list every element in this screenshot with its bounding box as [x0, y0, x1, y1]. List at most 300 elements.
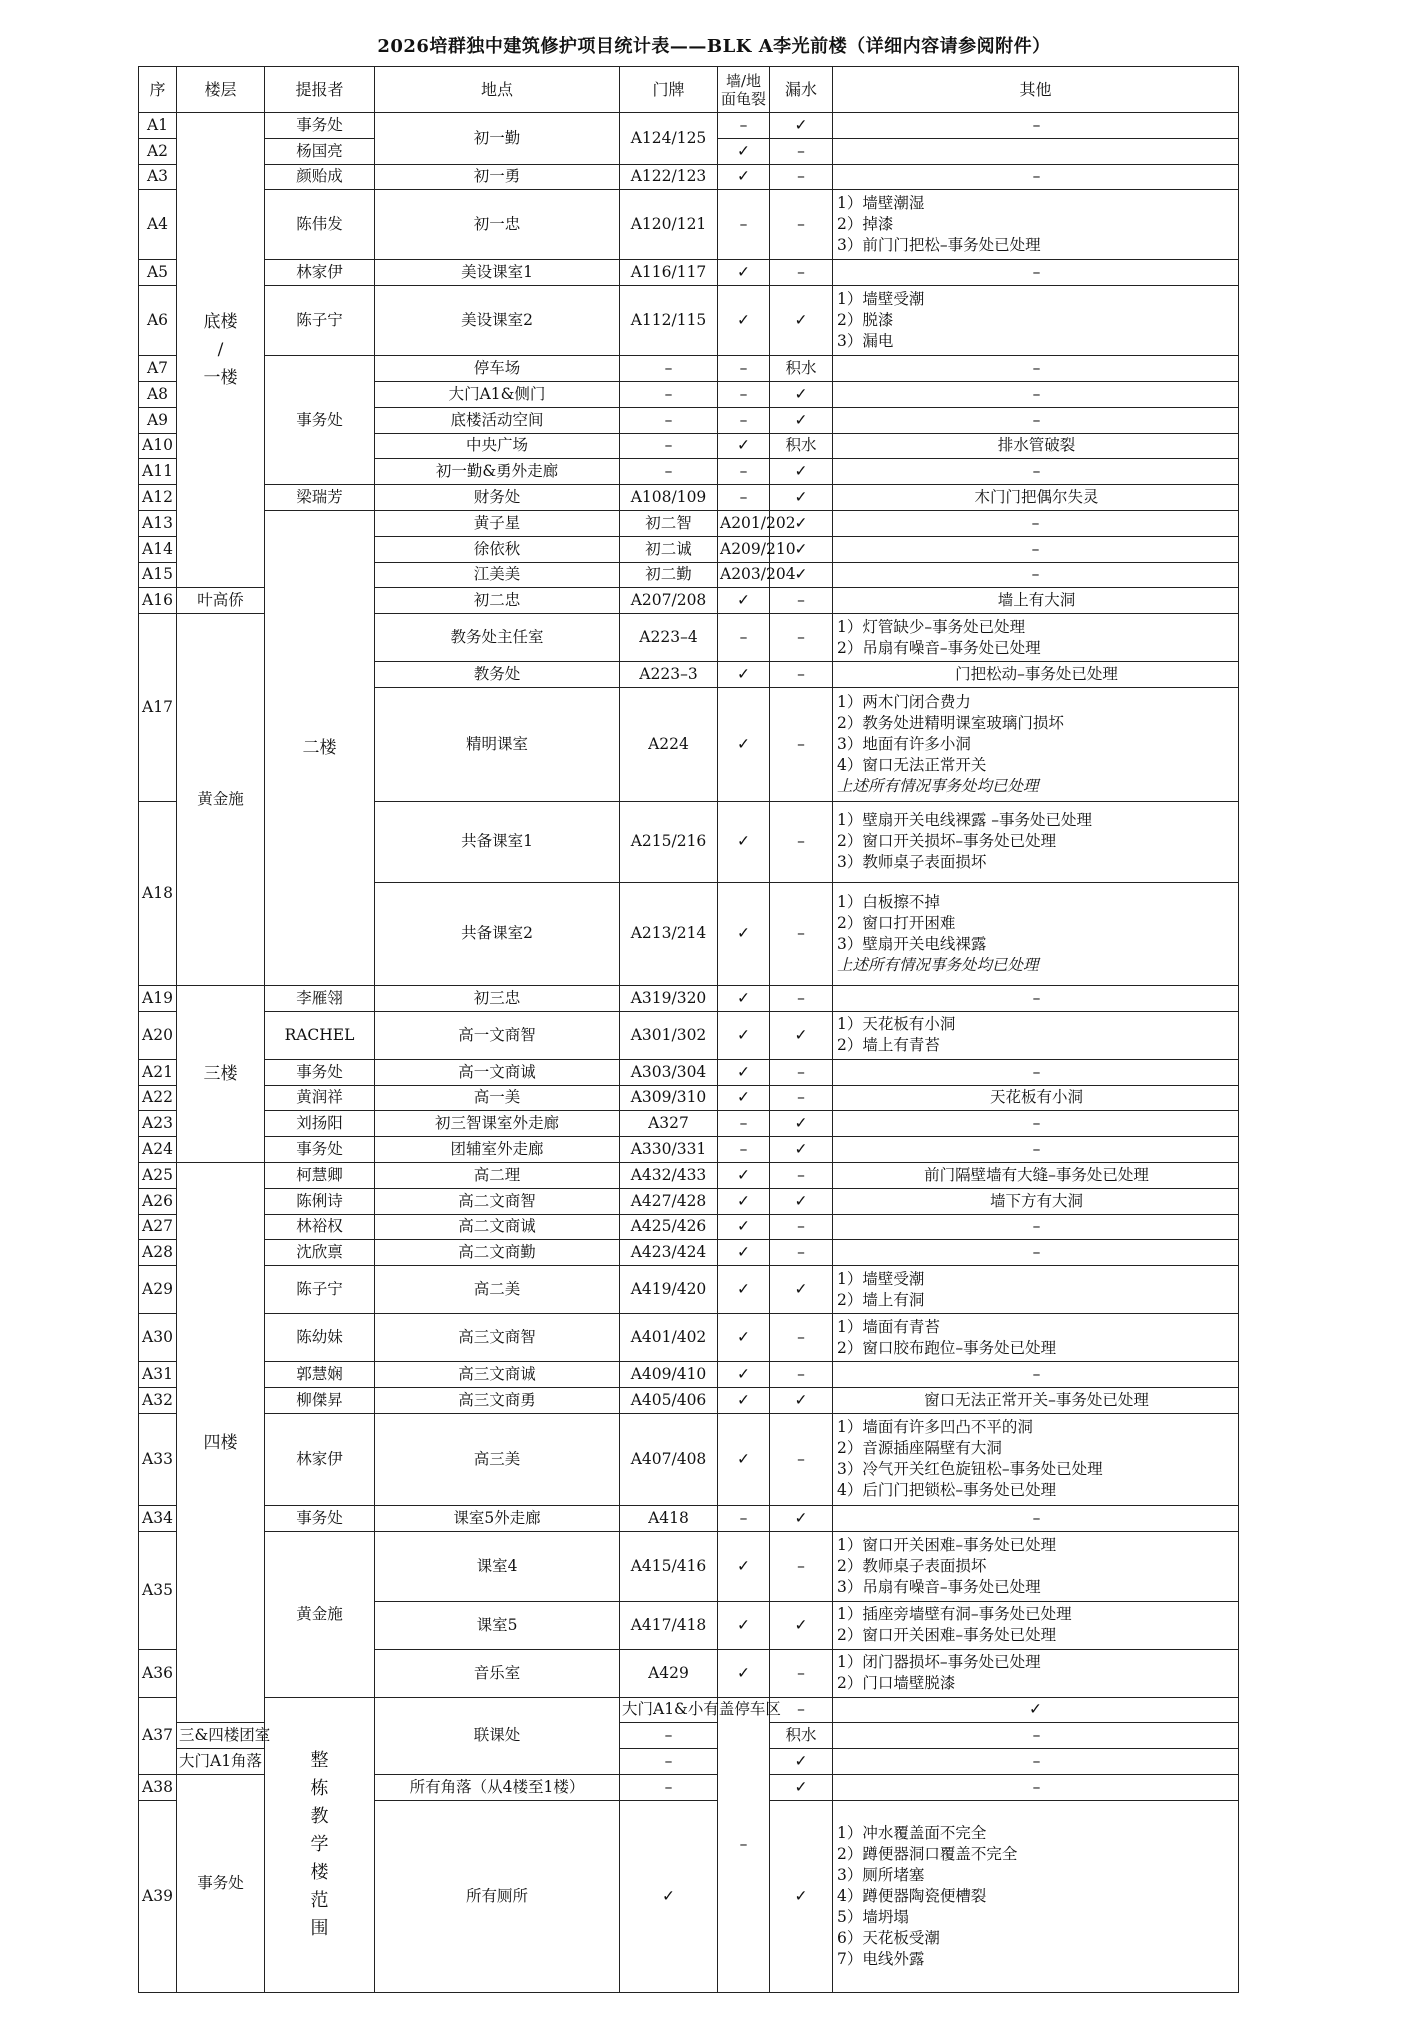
- reporter: 林裕权: [265, 1214, 375, 1240]
- note-line: 窗口无法正常开关–事务处已处理: [924, 1390, 1149, 1409]
- crack-mark: ✓: [718, 1266, 770, 1314]
- row-seq: A3: [139, 164, 177, 190]
- row-seq: A9: [139, 407, 177, 433]
- reporter: 事务处: [265, 356, 375, 485]
- crack-mark: ✓: [718, 1188, 770, 1214]
- door-number: –: [620, 459, 718, 485]
- note-line: 3）壁扇开关电线裸露: [837, 934, 987, 953]
- leak-mark: –: [833, 510, 1239, 536]
- location: 精明课室: [375, 687, 620, 801]
- note-line: –: [1032, 263, 1041, 282]
- note-line: 2）教务处进精明课室玻璃门损坏: [837, 713, 1064, 732]
- leak-mark: –: [770, 687, 833, 801]
- door-number: A213/214: [620, 882, 718, 985]
- reporter: 林家伊: [265, 260, 375, 286]
- note-line: 3）地面有许多小洞: [837, 734, 971, 753]
- crack-mark: –: [718, 1505, 770, 1531]
- crack-mark: ✓: [718, 1387, 770, 1413]
- other-notes: [833, 1214, 1239, 1240]
- location: 高一文商诚: [375, 1059, 620, 1085]
- other-notes: [833, 1059, 1239, 1085]
- reporter: 陈子宁: [265, 1266, 375, 1314]
- table-row: [139, 1059, 1239, 1085]
- note-line: 2）教师桌子表面损坏: [837, 1556, 987, 1575]
- note-line: –: [1032, 1140, 1041, 1159]
- row-seq: A29: [139, 1266, 177, 1314]
- row-seq: A5: [139, 260, 177, 286]
- location: 高三文商勇: [375, 1387, 620, 1413]
- door-number: A419/420: [620, 1266, 718, 1314]
- leak-mark: ✓: [770, 1137, 833, 1163]
- note-line: –: [1032, 1114, 1041, 1133]
- door-number: A405/406: [620, 1387, 718, 1413]
- crack-mark: –: [718, 614, 770, 662]
- door-number: –: [620, 356, 718, 382]
- crack-mark: –: [718, 356, 770, 382]
- door-number: A224: [620, 687, 718, 801]
- reporter: 刘扬阳: [265, 1111, 375, 1137]
- other-notes: [833, 381, 1239, 407]
- note-line: 2）墙上有青苔: [837, 1036, 940, 1055]
- reporter: 黄子星: [375, 510, 620, 536]
- header-reporter: 提报者: [265, 67, 375, 113]
- other-notes: [833, 662, 1239, 688]
- location: 教务处主任室: [375, 614, 620, 662]
- location: 高二文商勤: [375, 1240, 620, 1266]
- table-row: [139, 1188, 1239, 1214]
- note-line: 1）灯管缺少–事务处已处理: [837, 617, 1026, 636]
- note-line: 前门隔壁墙有大缝–事务处已处理: [924, 1165, 1149, 1184]
- other-notes: [833, 260, 1239, 286]
- row-seq: A30: [139, 1314, 177, 1362]
- table-row: [139, 1137, 1239, 1163]
- leak-mark: –: [770, 1413, 833, 1505]
- table-row: [139, 1413, 1239, 1505]
- other-notes: [833, 485, 1239, 511]
- row-seq: A38: [139, 1774, 177, 1800]
- row-seq: A10: [139, 433, 177, 459]
- crack-mark: ✓: [718, 687, 770, 801]
- floor-label: 底楼 / 一楼: [177, 113, 265, 588]
- note-line: 3）教师桌子表面损坏: [837, 853, 987, 872]
- door-number: A427/428: [620, 1188, 718, 1214]
- header-floor: 楼层: [177, 67, 265, 113]
- other-notes: [833, 1240, 1239, 1266]
- note-line: –: [1032, 1365, 1041, 1384]
- door-number: A223–3: [620, 662, 718, 688]
- door-number: –: [620, 407, 718, 433]
- other-notes: [833, 1413, 1239, 1505]
- location: 课室5外走廊: [375, 1505, 620, 1531]
- note-line: 1）壁扇开关电线裸露 –事务处已处理: [837, 811, 1093, 830]
- crack-mark: ✓: [718, 1601, 770, 1649]
- leak-mark: –: [770, 882, 833, 985]
- door-number: A417/418: [620, 1601, 718, 1649]
- note-line: 1）墙壁潮湿: [837, 194, 925, 213]
- leak-mark: –: [770, 662, 833, 688]
- other-notes: [833, 801, 1239, 882]
- crack-mark: ✓: [718, 1214, 770, 1240]
- leak-mark: –: [770, 164, 833, 190]
- note-line: –: [1032, 167, 1041, 186]
- row-seq: A25: [139, 1162, 177, 1188]
- table-row: [139, 1531, 1239, 1601]
- leak-mark: ✓: [770, 1387, 833, 1413]
- crack-mark: ✓: [718, 1085, 770, 1111]
- crack-mark: ✓: [718, 1240, 770, 1266]
- location: 音乐室: [375, 1649, 620, 1697]
- reporter: 陈子宁: [265, 286, 375, 356]
- door-number: –: [620, 381, 718, 407]
- leak-mark: –: [770, 138, 833, 164]
- note-line: 1）墙壁受潮: [837, 290, 925, 309]
- door-number: A401/402: [620, 1314, 718, 1362]
- crack-mark: –: [620, 1749, 718, 1775]
- crack-mark: –: [718, 485, 770, 511]
- leak-mark: –: [770, 588, 833, 614]
- note-line: 6）天花板受潮: [837, 1928, 940, 1947]
- note-line: 天花板有小洞: [989, 1088, 1083, 1107]
- door-number: A108/109: [620, 485, 718, 511]
- note-line: –: [1032, 359, 1041, 378]
- row-seq: A19: [139, 985, 177, 1011]
- row-seq: A39: [139, 1800, 177, 1992]
- location: 高二文商智: [375, 1188, 620, 1214]
- location: 财务处: [375, 485, 620, 511]
- note-line: 2）窗口开关困难–事务处已处理: [837, 1626, 1057, 1645]
- crack-mark: ✓: [718, 662, 770, 688]
- door-number: A319/320: [620, 985, 718, 1011]
- leak-mark: ✓: [770, 1601, 833, 1649]
- note-line: –: [1032, 988, 1041, 1007]
- location: 底楼活动空间: [375, 407, 620, 433]
- door-number: A409/410: [620, 1362, 718, 1388]
- door-number: A116/117: [620, 260, 718, 286]
- crack-mark: ✓: [718, 588, 770, 614]
- row-seq: A22: [139, 1085, 177, 1111]
- location: 中央广场: [375, 433, 620, 459]
- door-number: A124/125: [620, 113, 718, 165]
- note-line: 2）窗口开关损坏–事务处已处理: [837, 832, 1057, 851]
- other-notes: [833, 1601, 1239, 1649]
- other-notes: [833, 1749, 1239, 1775]
- location: 初二诚: [620, 536, 718, 562]
- crack-mark: –: [718, 381, 770, 407]
- row-seq: A18: [139, 801, 177, 985]
- table-header-row: [139, 67, 1239, 113]
- crack-mark: –: [718, 459, 770, 485]
- note-line: –: [1032, 410, 1041, 429]
- reporter: 李雁翎: [265, 985, 375, 1011]
- table-row: [139, 113, 1239, 139]
- row-seq: A28: [139, 1240, 177, 1266]
- reporter: 陈伟发: [265, 190, 375, 260]
- note-line: 3）冷气开关红色旋钮松–事务处已处理: [837, 1460, 1103, 1479]
- location: 大门A1&小有盖停车区: [620, 1697, 718, 1723]
- location: 课室4: [375, 1531, 620, 1601]
- other-notes: [833, 1649, 1239, 1697]
- crack-mark: ✓: [718, 1011, 770, 1059]
- reporter: 杨国亮: [265, 138, 375, 164]
- leak-mark: ✓: [770, 485, 833, 511]
- handled-note: 上述所有情况事务处均已处理: [837, 955, 1039, 974]
- location: 初二忠: [375, 588, 620, 614]
- location: 课室5: [375, 1601, 620, 1649]
- row-seq: A26: [139, 1188, 177, 1214]
- reporter: 徐依秋: [375, 536, 620, 562]
- other-notes: [833, 614, 1239, 662]
- crack-mark: ✓: [770, 536, 833, 562]
- note-line: 1）冲水覆盖面不完全: [837, 1823, 987, 1842]
- leak-mark: –: [770, 1214, 833, 1240]
- note-line: 1）天花板有小洞: [837, 1015, 956, 1034]
- door-number: A330/331: [620, 1137, 718, 1163]
- location: 高三美: [375, 1413, 620, 1505]
- leak-mark: –: [770, 1649, 833, 1697]
- table-row: [139, 1214, 1239, 1240]
- floor-label: 二楼: [265, 510, 375, 985]
- crack-mark: –: [620, 1723, 718, 1749]
- other-notes: [833, 356, 1239, 382]
- crack-mark: ✓: [718, 1362, 770, 1388]
- header-door: 门牌: [620, 67, 718, 113]
- table-row: [139, 286, 1239, 356]
- row-seq: A35: [139, 1531, 177, 1649]
- reporter: 事务处: [265, 1137, 375, 1163]
- leak-mark: ✓: [770, 113, 833, 139]
- note-line: –: [1032, 1777, 1041, 1796]
- row-seq: A32: [139, 1387, 177, 1413]
- reporter: 事务处: [177, 1774, 265, 1992]
- note-line: –: [1032, 115, 1041, 134]
- header-leak: 漏水: [770, 67, 833, 113]
- leak-mark: ✓: [770, 286, 833, 356]
- location: 大门A1&侧门: [375, 381, 620, 407]
- location: 所有厕所: [375, 1800, 620, 1992]
- crack-mark: ✓: [718, 1413, 770, 1505]
- row-seq: A23: [139, 1111, 177, 1137]
- door-number: A201/202: [718, 510, 770, 536]
- door-number: A301/302: [620, 1011, 718, 1059]
- row-seq: A1: [139, 113, 177, 139]
- door-number: A207/208: [620, 588, 718, 614]
- table-row: [139, 1162, 1239, 1188]
- note-line: –: [1032, 1062, 1041, 1081]
- table-row: [139, 1362, 1239, 1388]
- row-seq: A11: [139, 459, 177, 485]
- note-line: 2）脱漆: [837, 311, 894, 330]
- other-notes: [833, 190, 1239, 260]
- table-row: [139, 164, 1239, 190]
- reporter: 颜贻成: [265, 164, 375, 190]
- door-number: A432/433: [620, 1162, 718, 1188]
- reporter: 叶高侨: [177, 588, 265, 614]
- location: 教务处: [375, 662, 620, 688]
- leak-mark: –: [833, 536, 1239, 562]
- other-notes: [833, 1387, 1239, 1413]
- other-notes: [833, 113, 1239, 139]
- note-line: –: [1032, 462, 1041, 481]
- crack-mark: ✓: [718, 1531, 770, 1601]
- leak-mark: ✓: [770, 1800, 833, 1992]
- leak-mark: –: [770, 1085, 833, 1111]
- door-number: A120/121: [620, 190, 718, 260]
- door-number: A423/424: [620, 1240, 718, 1266]
- note-line: 4）后门门把锁松–事务处已处理: [837, 1481, 1057, 1500]
- door-number: A407/408: [620, 1413, 718, 1505]
- location: 初一勤: [375, 113, 620, 165]
- crack-mark: ✓: [718, 1649, 770, 1697]
- note-line: 2）音源插座隔壁有大洞: [837, 1439, 1002, 1458]
- reporter: 黄润祥: [265, 1085, 375, 1111]
- reporter: 柳傑昇: [265, 1387, 375, 1413]
- row-seq: A36: [139, 1649, 177, 1697]
- note-line: 3）漏电: [837, 332, 894, 351]
- row-seq: A24: [139, 1137, 177, 1163]
- door-number: A425/426: [620, 1214, 718, 1240]
- note-line: 1）窗口开关困难–事务处已处理: [837, 1535, 1057, 1554]
- row-seq: A31: [139, 1362, 177, 1388]
- reporter: 陈幼妹: [265, 1314, 375, 1362]
- other-notes: [833, 1531, 1239, 1601]
- leak-mark: ✓: [770, 1111, 833, 1137]
- door-number: A223–4: [620, 614, 718, 662]
- table-row: [139, 1314, 1239, 1362]
- other-notes: [833, 882, 1239, 985]
- location: 高二美: [375, 1266, 620, 1314]
- crack-mark: ✓: [718, 138, 770, 164]
- crack-mark: ✓: [718, 985, 770, 1011]
- crack-mark: –: [718, 190, 770, 260]
- row-seq: A21: [139, 1059, 177, 1085]
- note-line: –: [1032, 1752, 1041, 1770]
- other-notes: [833, 286, 1239, 356]
- note-line: 1）插座旁墙壁有洞–事务处已处理: [837, 1605, 1072, 1624]
- note-line: 4）蹲便器陶瓷便槽裂: [837, 1886, 987, 1905]
- location: 美设课室2: [375, 286, 620, 356]
- leak-mark: ✓: [770, 459, 833, 485]
- other-notes: [833, 1011, 1239, 1059]
- leak-mark: –: [770, 985, 833, 1011]
- table-row: [139, 1011, 1239, 1059]
- table-row: [139, 1387, 1239, 1413]
- door-number: A303/304: [620, 1059, 718, 1085]
- repair-table: [138, 66, 1239, 1993]
- row-seq: A17: [139, 614, 177, 802]
- note-line: 7）电线外露: [837, 1949, 925, 1968]
- note-line: –: [1032, 1217, 1041, 1236]
- other-notes: [833, 1505, 1239, 1531]
- leak-mark: ✓: [770, 1749, 833, 1775]
- row-seq: A4: [139, 190, 177, 260]
- other-notes: [833, 433, 1239, 459]
- leak-mark: ✓: [770, 381, 833, 407]
- location: 所有角落（从4楼至1楼）: [375, 1774, 620, 1800]
- note-line: –: [1032, 1726, 1041, 1745]
- leak-mark: –: [770, 614, 833, 662]
- note-line: 2）窗口打开困难: [837, 913, 956, 932]
- leak-mark: 积水: [770, 433, 833, 459]
- note-line: 4）窗口无法正常开关: [837, 755, 987, 774]
- other-notes: [833, 588, 1239, 614]
- note-line: 墙上有大洞: [997, 591, 1076, 610]
- location: 高三文商诚: [375, 1362, 620, 1388]
- reporter: 江美美: [375, 562, 620, 588]
- note-line: 2）蹲便器洞口覆盖不完全: [837, 1844, 1018, 1863]
- row-seq: A14: [139, 536, 177, 562]
- door-number: A112/115: [620, 286, 718, 356]
- other-notes: [833, 1266, 1239, 1314]
- note-line: 1）墙壁受潮: [837, 1269, 925, 1288]
- leak-mark: ✓: [770, 1266, 833, 1314]
- location: 高二文商诚: [375, 1214, 620, 1240]
- crack-mark: ✓: [718, 1314, 770, 1362]
- location: 共备课室1: [375, 801, 620, 882]
- location: 初二勤: [620, 562, 718, 588]
- crack-mark: ✓: [718, 286, 770, 356]
- row-seq: A34: [139, 1505, 177, 1531]
- note-line: 3）厕所堵塞: [837, 1865, 925, 1884]
- note-line: 2）窗口胶布跑位–事务处已处理: [837, 1338, 1057, 1357]
- reporter: 黄金施: [177, 614, 265, 986]
- other-notes: [833, 1800, 1239, 1992]
- reporter: 黄金施: [265, 1531, 375, 1697]
- header-crack: 墙/地面龟裂: [718, 67, 770, 113]
- floor-label: 四楼: [177, 1162, 265, 1722]
- location: 高二理: [375, 1162, 620, 1188]
- table-row: [139, 260, 1239, 286]
- note-line: –: [1032, 384, 1041, 403]
- note-line: 木门门把偶尔失灵: [974, 488, 1099, 507]
- floor-label: 三楼: [177, 985, 265, 1162]
- note-line: 5）墙坍塌: [837, 1907, 909, 1926]
- door-number: A203/204: [718, 562, 770, 588]
- other-notes: [833, 985, 1239, 1011]
- location: 高一美: [375, 1085, 620, 1111]
- table-row: [139, 1505, 1239, 1531]
- row-seq: A27: [139, 1214, 177, 1240]
- leak-mark: 积水: [770, 356, 833, 382]
- note-line: 门把松动–事务处已处理: [955, 665, 1118, 684]
- row-seq: A13: [139, 510, 177, 536]
- note-line: 1）白板擦不掉: [837, 892, 940, 911]
- note-line: 排水管破裂: [997, 436, 1076, 455]
- location: 初二智: [620, 510, 718, 536]
- location: 高一文商智: [375, 1011, 620, 1059]
- note-line: 1）闭门器损坏–事务处已处理: [837, 1653, 1041, 1672]
- other-notes: [833, 1085, 1239, 1111]
- row-seq: A33: [139, 1413, 177, 1505]
- location: 初一勤&勇外走廊: [375, 459, 620, 485]
- reporter: RACHEL: [265, 1011, 375, 1059]
- crack-mark: –: [620, 1774, 718, 1800]
- reporter: 事务处: [265, 1059, 375, 1085]
- door-number: A215/216: [620, 801, 718, 882]
- note-line: 2）掉漆: [837, 215, 894, 234]
- crack-mark: ✓: [718, 1162, 770, 1188]
- other-notes: [833, 1162, 1239, 1188]
- table-row: [139, 510, 1239, 536]
- other-notes: [833, 138, 1239, 164]
- note-line: 2）门口墙壁脱漆: [837, 1674, 956, 1693]
- location: 美设课室1: [375, 260, 620, 286]
- crack-mark: –: [770, 1697, 833, 1723]
- other-notes: [833, 1188, 1239, 1214]
- row-seq: A15: [139, 562, 177, 588]
- note-line: –: [1032, 1243, 1041, 1262]
- crack-mark: ✓: [718, 164, 770, 190]
- other-notes: [833, 687, 1239, 801]
